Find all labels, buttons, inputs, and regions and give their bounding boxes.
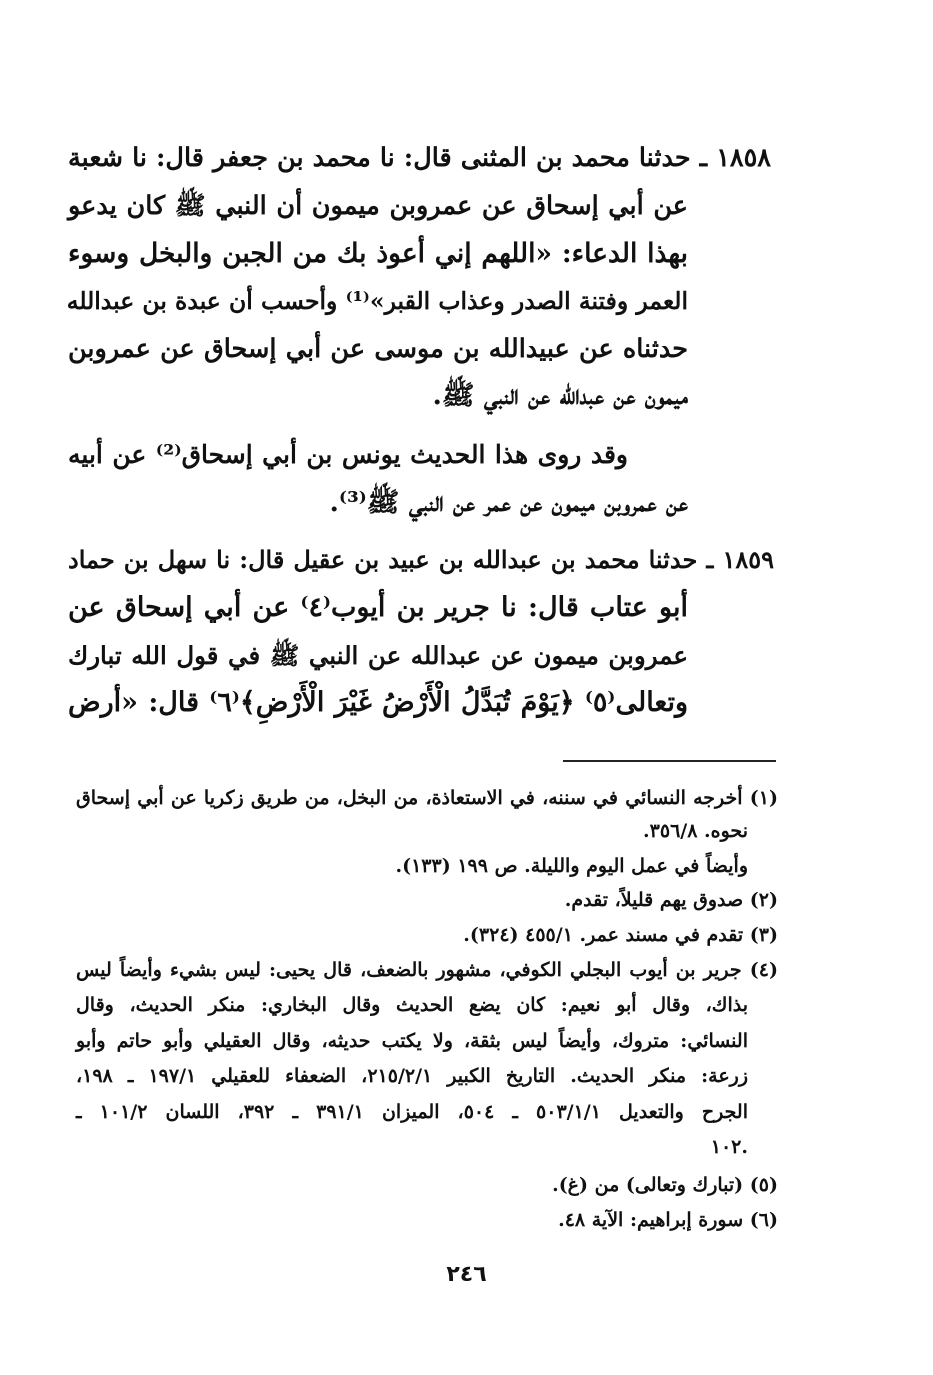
footnote-5: (٥) (تبارك وتعالى) من (غ). [552, 1174, 778, 1196]
hadith-1858-line-4: العمر وفتنة الصدر وعذاب القبر»⁽¹⁾ وأحسب أن عبدة بن عبدالله [66, 287, 688, 315]
page-number: ٢٤٦ [446, 1262, 487, 1287]
hadith-1858-line-6: ميمون عن عبدالله عن النبي ﷺ. [432, 380, 688, 411]
footnote-4-line-2: بذاك، وقال أبو نعيم: كان يضع الحديث وقال البخاري: منكر الحديث، وقال [76, 994, 748, 1016]
footnote-1-line-1: (١) أخرجه النسائي في سننه، في الاستعاذة، من البخل، من طريق زكريا عن أبي إسحاق [76, 787, 778, 809]
footnote-1-line-3: وأيضاً في عمل اليوم والليلة. ص ١٩٩ (١٣٣). [395, 855, 748, 877]
footnote-4-line-4: زرعة: منكر الحديث. التاريخ الكبير ٢١٥/٢/١، الضعفاء للعقيلي ١٩٧/١ ـ ١٩٨، [76, 1065, 749, 1087]
footnote-6: (٦) سورة إبراهيم: الآية ٤٨. [558, 1209, 778, 1231]
footnote-3: (٣) تقدم في مسند عمر. ٤٥٥/١ (٣٢٤). [463, 924, 778, 946]
hadith-1859-line-1: ١٨٥٩ ـ حدثنا محمد بن عبدالله بن عبيد بن عقيل قال: نا سهل بن حماد [68, 545, 774, 574]
footnote-4-line-1: (٤) جرير بن أيوب البجلي الكوفي، مشهور بالضعف، قال يحيى: ليس بشيء وأيضاً ليس [76, 959, 778, 981]
footnote-4-line-3: النسائي: متروك، وأيضاً ليس بثقة، ولا يكتب حديثه، وقال العقيلي وأبو حاتم وأبو [76, 1030, 748, 1052]
footnote-4-line-6: ١٠٢. [710, 1136, 748, 1158]
footnote-4-line-5: الجرح والتعديل ٥٠٣/١/١ ـ ٥٠٤، الميزان ٣٩١/١ ـ ٣٩٢، اللسان ١٠١/٢ ـ [76, 1101, 748, 1123]
footnote-1-line-2: نحوه. ٣٥٦/٨. [643, 820, 748, 842]
yunus-paragraph-line-1: وقد روى هذا الحديث يونس بن أبي إسحاق⁽²⁾ عن أبيه [68, 440, 628, 469]
hadith-1858-line-1: ١٨٥٨ ـ حدثنا محمد بن المثنى قال: نا محمد بن جعفر قال: نا شعبة [68, 143, 771, 173]
hadith-1859-line-3: عمروبن ميمون عن عبدالله عن النبي ﷺ في قول الله تبارك [68, 641, 688, 670]
hadith-1858-line-2: عن أبي إسحاق عن عمروبن ميمون أن النبي ﷺ كان يدعو [68, 191, 688, 221]
hadith-1859-line-2: أبو عتاب قال: نا جرير بن أيوب⁽٤⁾ عن أبي إسحاق عن [68, 592, 688, 623]
hadith-1858-line-3: بهذا الدعاء: «اللهم إني أعوذ بك من الجبن والبخل وسوء [68, 238, 688, 269]
hadith-1859-line-4: وتعالى⁽٥⁾ ﴿يَوْمَ تُبَدَّلُ الْأَرْضُ غَيْرَ الْأَرْضِ﴾⁽٦⁾ قال: «أرض [68, 687, 688, 718]
yunus-paragraph-line-2: عن عمروبن ميمون عن عمر عن النبي ﷺ⁽³⁾. [329, 487, 688, 518]
hadith-1858-line-5: حدثناه عن عبيدالله بن موسى عن أبي إسحاق عن عمروبن [68, 334, 688, 364]
footnote-divider [563, 760, 776, 762]
footnote-2: (٢) صدوق يهم قليلاً، تقدم. [564, 889, 778, 911]
